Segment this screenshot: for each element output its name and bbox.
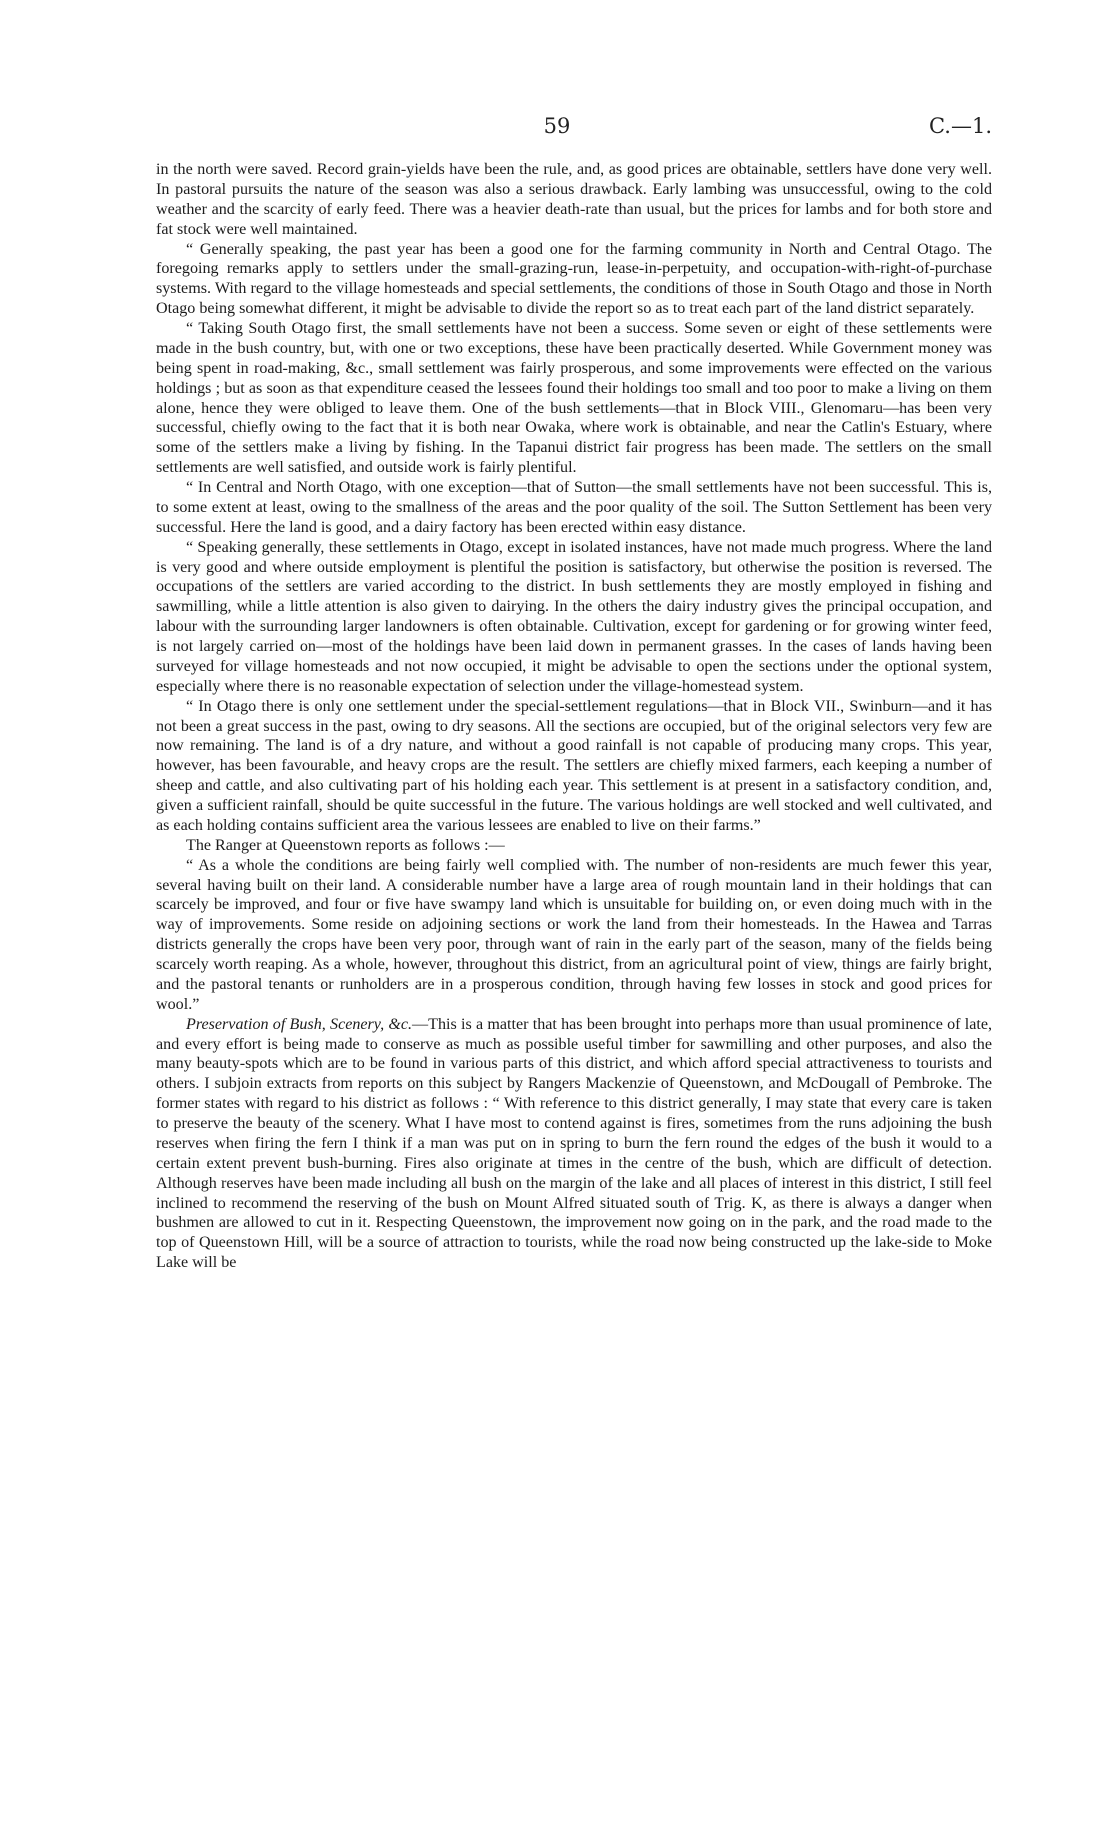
document-reference: C.—1. [928, 114, 992, 138]
paragraph-sutton: “ In Central and North Otago, with one exception—that of Sutton—the small settlements have not been successful. This is, to some extent at least, owing to the smallness of the areas and the poor quality of the soil. The Sutton Settlement has been very successful. Here the land is good, and a dairy factory has been erected within easy distance. [156, 479, 992, 536]
paragraph-preservation-text: —This is a matter that has been brought into perhaps more than usual prominence of late, and every effort is being made to conserve as much as possible useful timber for sawmilling and other purposes, and also the many beauty-spots which are to be found in various parts of this district, and which afford special attractiveness to tourists and others. I subjoin extracts from reports on this subject by Rangers Mackenzie of Queenstown, and McDougall of Pembroke. The former states with regard to his district as follows : “ With reference to this district generally, I may state that every care is taken to preserve the beauty of the scenery. What I have most to contend against is fires, sometimes from the runs adjoining the bush reserves when firing the fern I think if a man was put on in spring to burn the fern round the edges of the bush it would to a certain extent prevent bush-burning. Fires also originate at times in the centre of the bush, which are difficult of detection. Although reserves have been made including all bush on the margin of the lake and all places of interest in this district, I still feel inclined to recommend the reserving of the bush on Mount Alfred situated south of Trig. K, as there is always a danger when bushmen are allowed to cut in it. Respecting Queenstown, the improvement now going on in the park, and the road made to the top of Queenstown Hill, will be a source of attraction to tourists, while the road now being constructed up the lake-side to Moke Lake will be [156, 1015, 993, 1272]
paragraph-special-settlement: “ In Otago there is only one settlement under the special-settlement regulations—that in Block VII., Swinburn—and it has not been a great success in the past, owing to dry seasons. All the sections are occupied, but of the original selectors very few are now remaining. The land is of a dry nature, and without a good rainfall is not capable of producing many crops. This year, however, has been favourable, and heavy crops are the result. The settlers are chiefly mixed farmers, each keeping a number of sheep and cattle, and also cultivating part of his holding each year. This settlement is at present in a satisfactory condition, and, given a sufficient rainfall, should be quite successful in the future. The various holdings are well stocked and well cultivated, and as each holding contains sufficient area the various lessees are enabled to live on their farms.” [156, 697, 992, 834]
paragraph-south-otago: “ Taking South Otago first, the small settlements have not been a success. Some seven or eight of these settlements were made in the bush country, but, with one or two exceptions, these have been practically deserted. While Government money was being spent in road-making, &c., small settlement was fairly prosperous, and some improvements were effected on the various holdings ; but as soon as that expenditure ceased the lessees found their holdings too small and too poor to make a living on them alone, hence they were obliged to leave them. One of the bush settlements—that in Block VIII., Glenomaru—has been very successful, chiefly owing to the fact that it is both near Owaka, where work is obtainable, and near the Catlin's Estuary, where some of the settlers make a living by fishing. In the Tapanui district fair progress has been made. The settlers on the small settlements are well satisfied, and outside work is fairly plentiful. [156, 320, 992, 477]
paragraph-ranger-intro: The Ranger at Queenstown reports as follows :— [186, 836, 505, 854]
paragraph-ranger-report: “ As a whole the conditions are being fairly well complied with. The number of non-residents are much fewer this year, several having built on their land. A considerable number have a large area of rough mountain land in their holdings that can scarcely be improved, and four or five have swampy land which is unsuitable for building on, or even doing much with in the way of improvements. Some reside on adjoining sections or work the land from their homesteads. In the Hawea and Tarras districts generally the crops have been very poor, through want of rain in the early part of the season, many of the fields being scarcely worth reaping. As a whole, however, throughout this district, from an agricultural point of view, things are fairly bright, and the pastoral tenants or runholders are in a prosperous condition, through having few losses in stock and good prices for wool.” [156, 856, 992, 1013]
section-heading: Preservation of Bush, Scenery, &c. [186, 1015, 413, 1033]
paragraph-speaking-generally: “ Speaking generally, these settlements in Otago, except in isolated instances, have not made much progress. Where the land is very good and where outside employment is plentiful the position is satisfactory, but otherwise the position is reversed. The occupations of the settlers are varied according to the district. In bush settlements they are mostly employed in fishing and sawmilling, while a little attention is also given to dairying. In the others the dairy industry gives the principal occupation, and labour with the surrounding larger landowners is often obtainable. Cultivation, except for gardening or for growing winter feed, is not largely carried on—most of the holdings have been laid down in permanent grasses. In the cases of lands having been surveyed for village homesteads and not now occupied, it might be advisable to open the sections under the optional system, especially where there is no reasonable expectation of selection under the village-homestead system. [156, 538, 992, 695]
paragraph-north-central-otago: “ Generally speaking, the past year has been a good one for the farming community in North and Central Otago. The foregoing remarks apply to settlers under the small-grazing-run, lease-in-perpetuity, and occupation-with-right-of-purchase systems. With regard to the village homesteads and special settlements, the conditions of those in South Otago and those in North Otago being somewhat different, it might be advisable to divide the report so as to treat each part of the land district separately. [156, 240, 992, 318]
page-number: 59 [543, 114, 571, 138]
body-text [156, 160, 992, 1273]
paragraph-continued: in the north were saved. Record grain-yields have been the rule, and, as good prices are obtainable, settlers have done very well. In pastoral pursuits the nature of the season was also a serious drawback. Early lambing was unsuccessful, owing to the cold weather and the scarcity of early feed. There was a heavier death-rate than usual, but the prices for lambs and for both store and fat stock were well maintained. [156, 161, 992, 238]
paragraph-preservation-of-bush [156, 1015, 992, 1273]
